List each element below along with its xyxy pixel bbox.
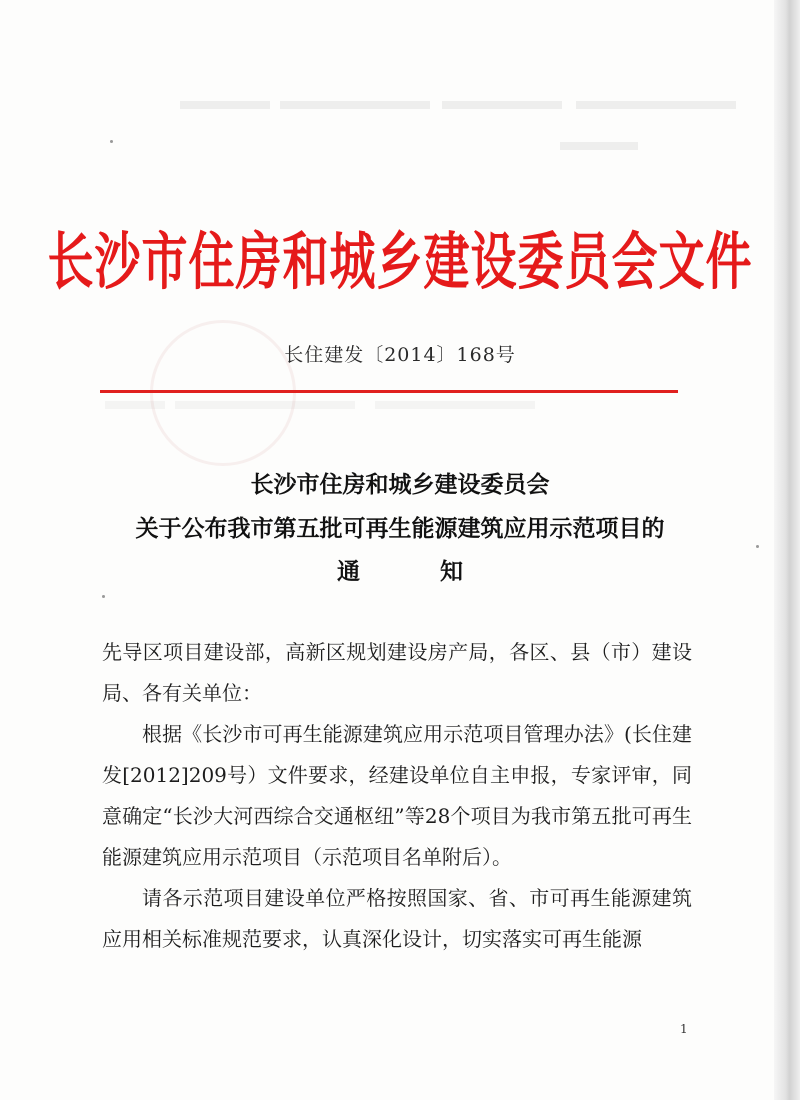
scan-edge [774, 0, 800, 1100]
body-paragraph-1: 根据《长沙市可再生能源建筑应用示范项目管理办法》(长住建发[2012]209号）文件要求，经建设单位自主申报，专家评审，同意确定“长沙大河西综合交通枢纽”等28个项目为我市第五批可再生能源建筑应用示范项目（示范项目名单附后）。 [102, 722, 692, 869]
page-number: 1 [680, 1022, 688, 1036]
document-body [102, 632, 692, 960]
bleed-through-text [180, 98, 740, 112]
notice-title-line3 [0, 553, 800, 586]
bleed-through-text [560, 140, 640, 152]
document-number: 长住建发〔2014〕168号 [284, 344, 516, 366]
red-divider [100, 390, 678, 393]
scan-speck [110, 140, 113, 143]
recipients-paragraph: 先导区项目建设部，高新区规划建设房产局，各区、县（市）建设局、各有关单位： [102, 640, 692, 705]
document-header-title: 长沙市住房和城乡建设委员会文件 [47, 225, 753, 299]
body-paragraph-2: 请各示范项目建设单位严格按照国家、省、市可再生能源建筑应用相关标准规范要求，认真深化设计，切实落实可再生能源 [102, 886, 692, 951]
scan-speck [102, 595, 105, 598]
notice-title-line2: 关于公布我市第五批可再生能源建筑应用示范项目的 [135, 516, 665, 542]
scan-speck [756, 545, 759, 548]
notice-title-char2: 知 [440, 559, 463, 585]
notice-title-line1: 长沙市住房和城乡建设委员会 [250, 472, 550, 498]
notice-title-char1: 通 [337, 559, 360, 585]
